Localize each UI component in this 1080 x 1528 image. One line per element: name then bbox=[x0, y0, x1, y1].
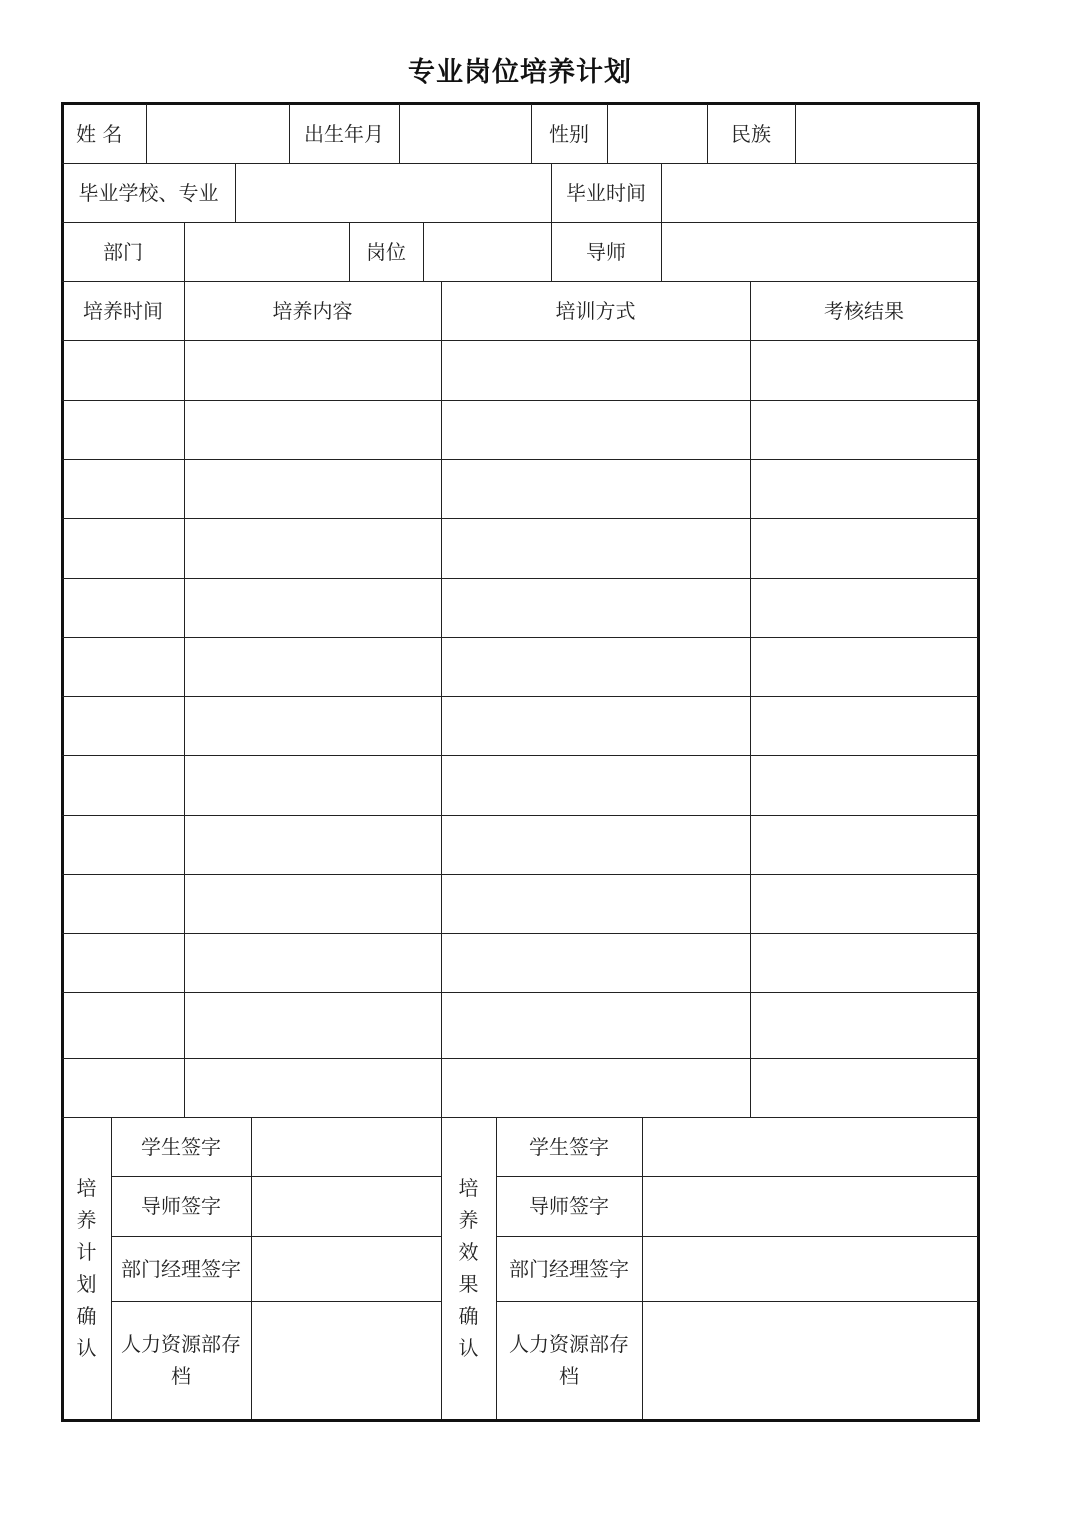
ethnicity-label: 民族 bbox=[731, 121, 771, 146]
table-cell[interactable] bbox=[62, 874, 184, 933]
table-cell[interactable] bbox=[184, 518, 441, 578]
table-cell[interactable] bbox=[62, 1058, 184, 1117]
column-header-training-method: 培训方式 bbox=[555, 298, 636, 323]
table-cell[interactable] bbox=[750, 815, 978, 874]
table-cell[interactable] bbox=[184, 874, 441, 933]
table-cell[interactable] bbox=[62, 637, 184, 696]
table-cell[interactable] bbox=[750, 696, 978, 755]
section-label-char: 效 bbox=[458, 1240, 479, 1264]
plan-mentor-signature-field[interactable] bbox=[251, 1176, 441, 1236]
school-major-label: 毕业学校、专业 bbox=[78, 180, 219, 205]
table-cell[interactable] bbox=[750, 459, 978, 518]
table-cell[interactable] bbox=[184, 815, 441, 874]
table-cell[interactable] bbox=[750, 578, 978, 637]
effect-student-signature-label: 学生签字 bbox=[529, 1134, 609, 1159]
section-label-char: 确 bbox=[458, 1304, 479, 1328]
plan-hr-archive-field[interactable] bbox=[251, 1301, 441, 1419]
plan-hr-archive-label: 人力资源部存档 bbox=[121, 1332, 241, 1388]
section-label-char: 养 bbox=[76, 1208, 97, 1232]
table-cell[interactable] bbox=[184, 1058, 441, 1117]
table-cell[interactable] bbox=[750, 755, 978, 815]
section-label-char: 培 bbox=[76, 1176, 97, 1200]
section-label-char: 认 bbox=[458, 1336, 479, 1360]
section-label-char: 培 bbox=[458, 1176, 479, 1200]
table-cell[interactable] bbox=[184, 637, 441, 696]
birth-date-field[interactable] bbox=[399, 104, 531, 163]
column-header-training-time: 培养时间 bbox=[83, 298, 163, 323]
table-cell[interactable] bbox=[441, 696, 750, 755]
table-cell[interactable] bbox=[62, 340, 184, 400]
table-cell[interactable] bbox=[62, 518, 184, 578]
table-cell[interactable] bbox=[441, 992, 750, 1058]
plan-mentor-signature-label: 导师签字 bbox=[141, 1194, 221, 1218]
table-cell[interactable] bbox=[441, 637, 750, 696]
effect-mentor-signature-label: 导师签字 bbox=[529, 1194, 609, 1218]
graduation-time-label: 毕业时间 bbox=[566, 180, 646, 205]
table-cell[interactable] bbox=[441, 578, 750, 637]
table-cell[interactable] bbox=[750, 518, 978, 578]
table-cell[interactable] bbox=[184, 992, 441, 1058]
table-cell[interactable] bbox=[441, 340, 750, 400]
gender-field[interactable] bbox=[607, 104, 707, 163]
table-cell[interactable] bbox=[62, 578, 184, 637]
effect-student-signature-field[interactable] bbox=[642, 1117, 978, 1176]
plan-student-signature-label: 学生签字 bbox=[141, 1134, 221, 1159]
section-label-char: 计 bbox=[76, 1240, 97, 1264]
table-cell[interactable] bbox=[62, 992, 184, 1058]
gender-label: 性别 bbox=[549, 121, 589, 146]
school-major-field[interactable] bbox=[235, 163, 551, 222]
department-label: 部门 bbox=[103, 239, 143, 264]
effect-dept-manager-signature-field[interactable] bbox=[642, 1236, 978, 1301]
table-cell[interactable] bbox=[441, 1058, 750, 1117]
table-cell[interactable] bbox=[62, 815, 184, 874]
table-cell[interactable] bbox=[750, 637, 978, 696]
section-label-char: 果 bbox=[458, 1272, 479, 1296]
table-cell[interactable] bbox=[62, 933, 184, 992]
plan-dept-manager-signature-label: 部门经理签字 bbox=[121, 1256, 241, 1281]
plan-student-signature-field[interactable] bbox=[251, 1117, 441, 1176]
name-field[interactable] bbox=[146, 104, 289, 163]
graduation-time-field[interactable] bbox=[661, 163, 978, 222]
effect-mentor-signature-field[interactable] bbox=[642, 1176, 978, 1236]
table-cell[interactable] bbox=[750, 340, 978, 400]
page-title: 专业岗位培养计划 bbox=[408, 57, 632, 88]
ethnicity-field[interactable] bbox=[795, 104, 978, 163]
table-cell[interactable] bbox=[184, 400, 441, 459]
table-cell[interactable] bbox=[750, 874, 978, 933]
mentor-field[interactable] bbox=[661, 222, 978, 281]
effect-hr-archive-field[interactable] bbox=[642, 1301, 978, 1419]
section-label-char: 划 bbox=[76, 1272, 97, 1296]
table-cell[interactable] bbox=[750, 992, 978, 1058]
table-cell[interactable] bbox=[184, 459, 441, 518]
table-cell[interactable] bbox=[441, 400, 750, 459]
plan-confirmation-label bbox=[62, 1117, 111, 1419]
table-cell[interactable] bbox=[184, 755, 441, 815]
table-cell[interactable] bbox=[441, 815, 750, 874]
effect-confirmation-label bbox=[441, 1117, 496, 1419]
column-header-assessment-result: 考核结果 bbox=[824, 298, 904, 323]
birth-date-label: 出生年月 bbox=[304, 121, 384, 146]
effect-dept-manager-signature-label: 部门经理签字 bbox=[509, 1256, 629, 1281]
table-cell[interactable] bbox=[441, 933, 750, 992]
table-cell[interactable] bbox=[750, 1058, 978, 1117]
section-label-char: 养 bbox=[458, 1208, 479, 1232]
table-cell[interactable] bbox=[62, 459, 184, 518]
table-cell[interactable] bbox=[441, 755, 750, 815]
table-cell[interactable] bbox=[62, 400, 184, 459]
column-header-training-content: 培养内容 bbox=[272, 298, 353, 323]
table-cell[interactable] bbox=[184, 933, 441, 992]
name-label: 姓 名 bbox=[76, 121, 123, 146]
table-cell[interactable] bbox=[441, 459, 750, 518]
position-field[interactable] bbox=[423, 222, 551, 281]
effect-hr-archive-label: 人力资源部存档 bbox=[509, 1332, 629, 1388]
table-cell[interactable] bbox=[184, 696, 441, 755]
table-cell[interactable] bbox=[441, 874, 750, 933]
table-cell[interactable] bbox=[62, 755, 184, 815]
section-label-char: 认 bbox=[76, 1336, 97, 1360]
mentor-label: 导师 bbox=[586, 239, 626, 264]
table-cell[interactable] bbox=[441, 518, 750, 578]
table-cell[interactable] bbox=[184, 340, 441, 400]
table-cell[interactable] bbox=[184, 578, 441, 637]
table-cell[interactable] bbox=[750, 933, 978, 992]
plan-dept-manager-signature-field[interactable] bbox=[251, 1236, 441, 1301]
table-cell[interactable] bbox=[62, 696, 184, 755]
department-field[interactable] bbox=[184, 222, 349, 281]
table-cell[interactable] bbox=[750, 400, 978, 459]
position-label: 岗位 bbox=[366, 239, 406, 264]
section-label-char: 确 bbox=[76, 1304, 97, 1328]
